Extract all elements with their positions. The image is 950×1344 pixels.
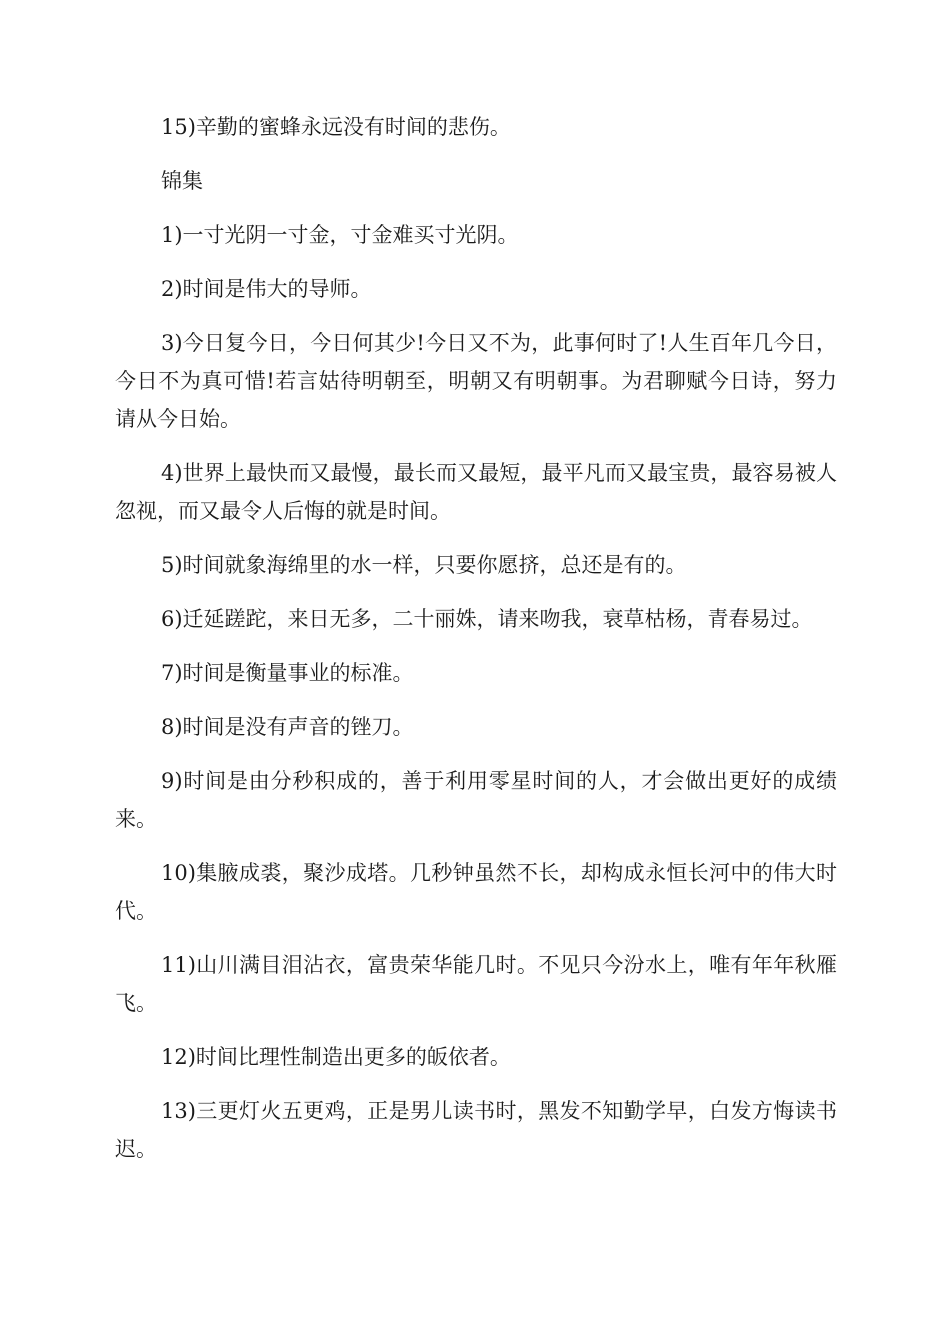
quote-paragraph-10: 10)集腋成裘，聚沙成塔。几秒钟虽然不长，却构成永恒长河中的伟大时代。 [115, 861, 837, 923]
quote-paragraph-9: 9)时间是由分秒积成的，善于利用零星时间的人，才会做出更好的成绩来。 [115, 769, 837, 831]
quote-paragraph-5: 5)时间就象海绵里的水一样，只要你愿挤，总还是有的。 [161, 553, 687, 577]
quote-paragraph-8: 8)时间是没有声音的锉刀。 [161, 715, 414, 739]
quote-paragraph-2: 2)时间是伟大的导师。 [161, 277, 372, 301]
section-heading: 锦集 [161, 169, 203, 193]
document-body [115, 108, 837, 1184]
quote-paragraph-7: 7)时间是衡量事业的标准。 [161, 661, 414, 685]
quote-paragraph-3: 3)今日复今日，今日何其少!今日又不为，此事何时了!人生百年几今日，今日不为真可惜!若言姑待明朝至，明朝又有明朝事。为君聊赋今日诗，努力请从今日始。 [115, 331, 837, 431]
quote-paragraph-15: 15)辛勤的蜜蜂永远没有时间的悲伤。 [161, 115, 511, 139]
quote-paragraph-6: 6)迁延蹉跎，来日无多，二十丽姝，请来吻我，衰草枯杨，青春易过。 [161, 607, 813, 631]
quote-paragraph-13: 13)三更灯火五更鸡，正是男儿读书时，黑发不知勤学早，白发方悔读书迟。 [115, 1099, 837, 1161]
quote-paragraph-11: 11)山川满目泪沾衣，富贵荣华能几时。不见只今汾水上，唯有年年秋雁飞。 [115, 953, 837, 1015]
quote-paragraph-4: 4)世界上最快而又最慢，最长而又最短，最平凡而又最宝贵，最容易被人忽视，而又最令人后悔的就是时间。 [115, 461, 837, 523]
quote-paragraph-12: 12)时间比理性制造出更多的皈依者。 [161, 1045, 511, 1069]
quote-paragraph-1: 1)一寸光阴一寸金，寸金难买寸光阴。 [161, 223, 519, 247]
